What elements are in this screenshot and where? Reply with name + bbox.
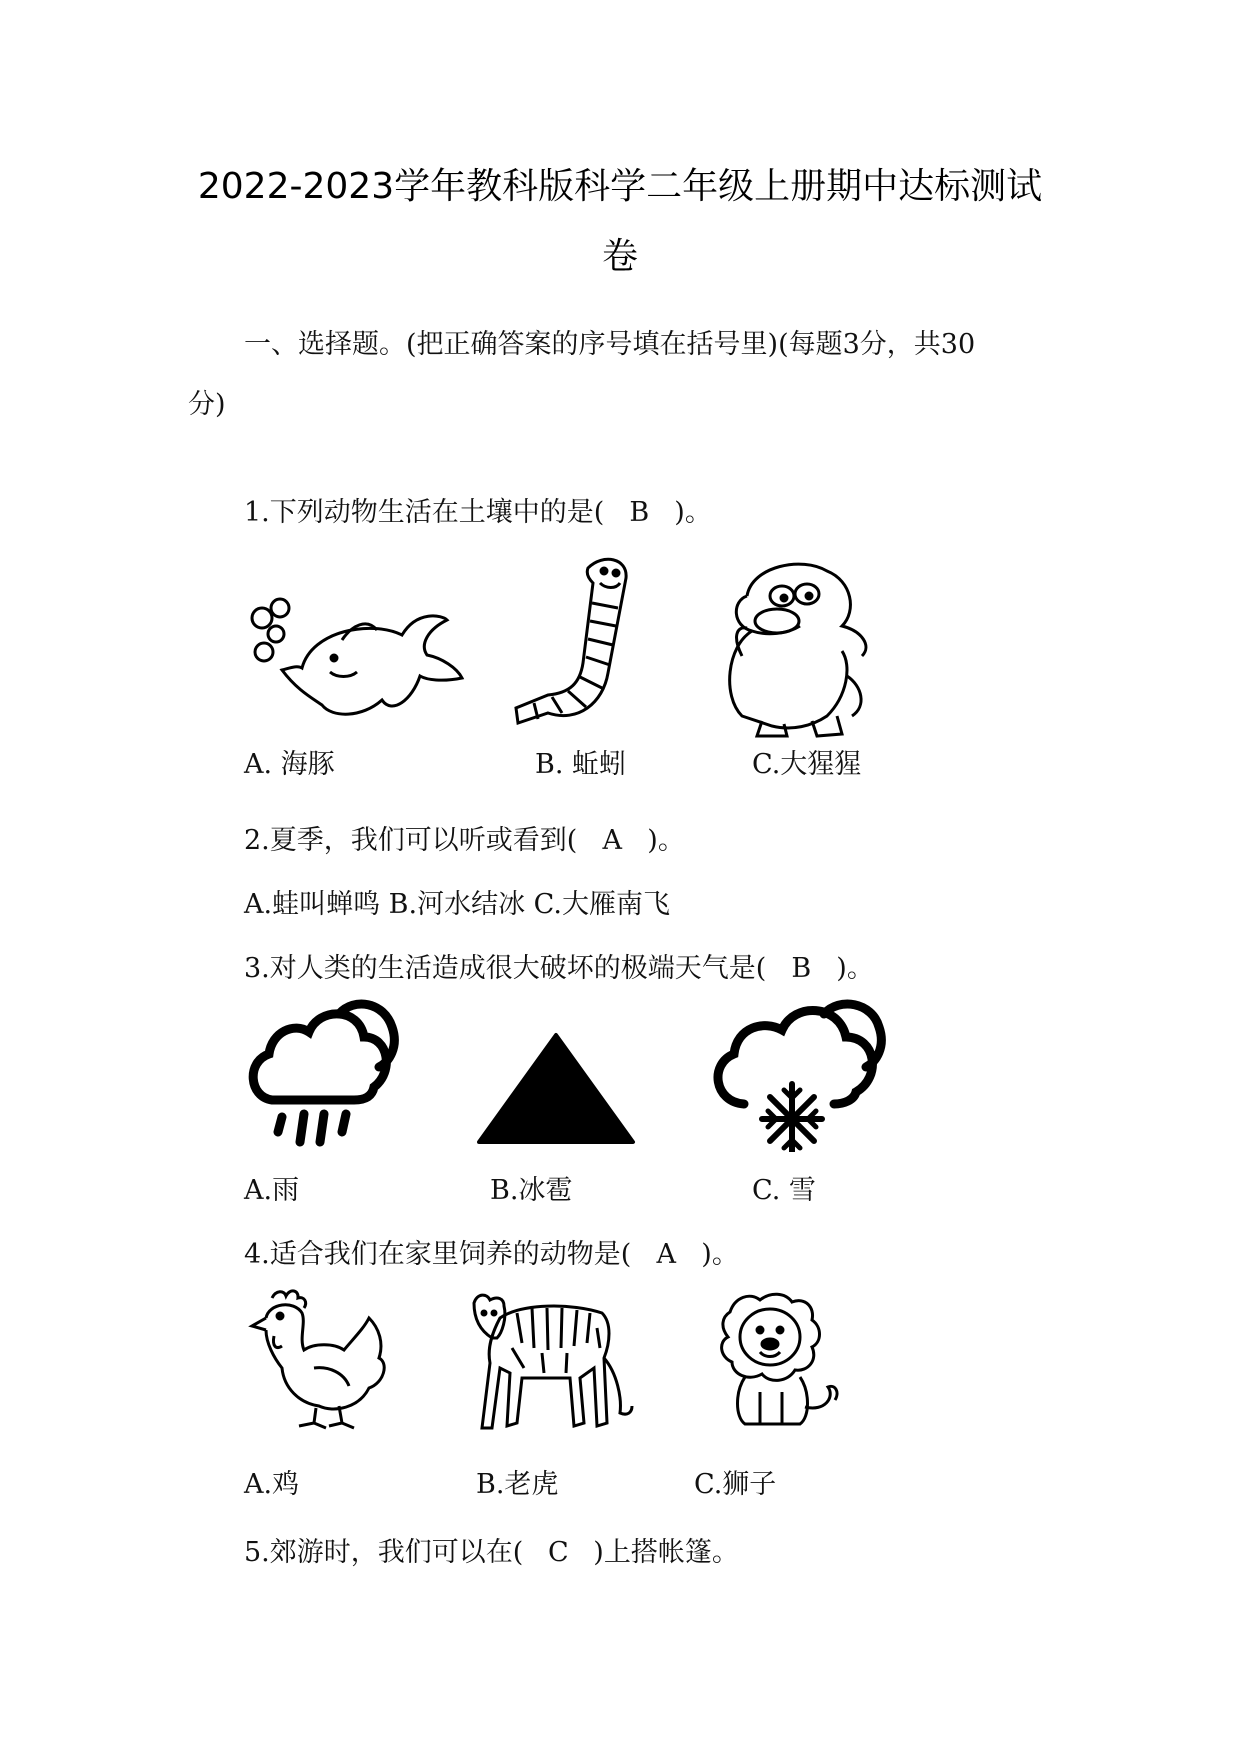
question-3-text: 3.对人类的生活造成很大破坏的极端天气是( <box>244 953 767 984</box>
question-5-end: )上搭帐篷。 <box>593 1537 739 1568</box>
question-1-answer: B <box>629 497 650 528</box>
question-4-stem <box>244 1232 739 1271</box>
question-2-options: A.蛙叫蝉鸣 B.河水结冰 C.大雁南飞 <box>244 889 670 920</box>
question-4-option-c: C.狮子 <box>694 1469 777 1500</box>
question-1-text: 1.下列动物生活在土壤中的是( <box>244 497 605 528</box>
section-heading-cont: 分) <box>188 389 226 420</box>
question-4-option-b: B.老虎 <box>476 1469 559 1500</box>
question-3-option-a: A.雨 <box>244 1175 300 1206</box>
tiger-icon <box>462 1288 642 1438</box>
question-3-end: )。 <box>836 953 874 984</box>
question-4-option-a: A.鸡 <box>244 1469 300 1500</box>
question-4-text: 4.适合我们在家里饲养的动物是( <box>244 1239 632 1270</box>
lion-icon <box>700 1292 850 1432</box>
question-1-option-a: A. 海豚 <box>244 749 335 780</box>
section-heading: 一、选择题。(把正确答案的序号填在括号里)(每题3分，共30 <box>244 329 976 360</box>
question-5-text: 5.郊游时，我们可以在( <box>244 1537 524 1568</box>
question-2-answer: A <box>602 825 623 856</box>
question-3-option-b: B.冰雹 <box>490 1175 573 1206</box>
question-3-option-c: C. 雪 <box>752 1175 816 1206</box>
snow-cloud-icon <box>704 992 894 1152</box>
question-5-stem <box>244 1530 739 1569</box>
question-1-option-c: C.大猩猩 <box>752 749 862 780</box>
dolphin-icon <box>242 590 467 730</box>
exam-title-line1: 2022-2023学年教科版科学二年级上册期中达标测试 <box>197 166 1043 207</box>
question-4-end: )。 <box>701 1239 739 1270</box>
question-1-option-b: B. 蚯蚓 <box>535 749 627 780</box>
question-5-answer: C <box>547 1537 569 1568</box>
question-2-end: )。 <box>647 825 685 856</box>
gorilla-icon <box>712 556 887 741</box>
question-3-answer: B <box>791 953 812 984</box>
earthworm-icon <box>508 553 678 738</box>
question-4-answer: A <box>656 1239 677 1270</box>
question-1-end: )。 <box>674 497 712 528</box>
question-2-text: 2.夏季，我们可以听或看到( <box>244 825 578 856</box>
rain-cloud-icon <box>244 992 404 1152</box>
exam-title-line2: 卷 <box>601 236 638 277</box>
question-1-stem <box>244 490 712 529</box>
chicken-icon <box>244 1288 404 1433</box>
question-3-stem <box>244 946 874 985</box>
question-2-stem <box>244 818 685 857</box>
hail-triangle-icon <box>476 1030 636 1145</box>
